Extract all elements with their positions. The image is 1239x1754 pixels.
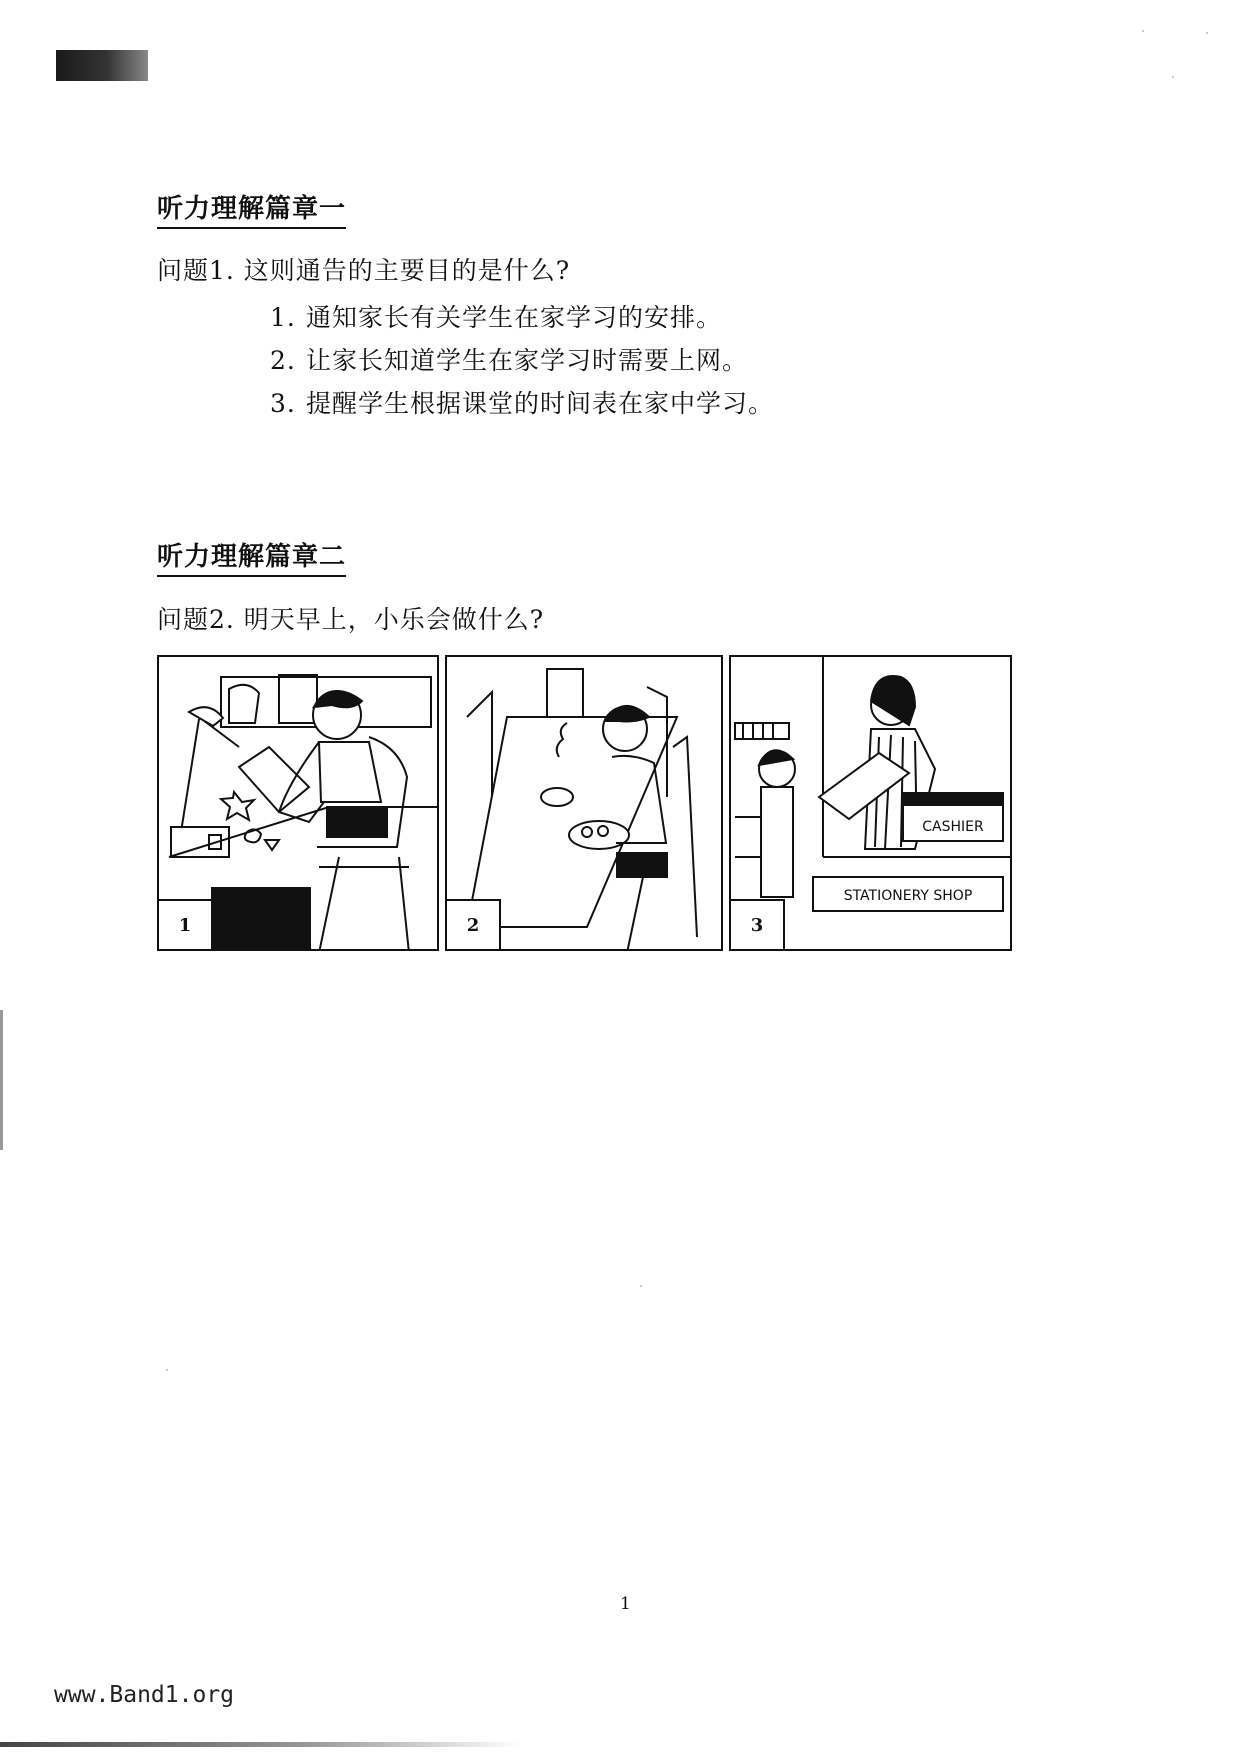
option-text: 通知家长有关学生在家学习的安排。 [306, 303, 723, 332]
panel-number: 1 [159, 899, 213, 949]
option-number: 1. [270, 303, 296, 332]
scan-bottom-edge [0, 1742, 520, 1747]
question-1-options [270, 296, 774, 425]
scan-speck [166, 1369, 168, 1371]
section-2-title: 听力理解篇章二 [157, 536, 346, 577]
scan-speck [1206, 32, 1208, 34]
option-3 [270, 382, 774, 425]
option-number: 3. [270, 389, 296, 418]
section-1-title: 听力理解篇章一 [157, 188, 346, 229]
panel-number: 2 [447, 899, 501, 949]
scan-speck [640, 1285, 642, 1287]
question-2: 问题2. 明天早上，小乐会做什么? [157, 605, 545, 634]
scan-left-edge [0, 1010, 3, 1150]
option-1 [270, 296, 774, 339]
cashier-label: CASHIER [922, 819, 984, 835]
site-watermark: www.Band1.org [54, 1682, 235, 1708]
question-1: 问题1. 这则通告的主要目的是什么? [157, 256, 571, 285]
scan-corner-mark [56, 50, 148, 81]
picture-options [157, 655, 1012, 955]
option-number: 2. [270, 346, 296, 375]
scan-speck [1142, 30, 1144, 32]
page-number: 1 [620, 1594, 631, 1614]
option-text: 提醒学生根据课堂的时间表在家中学习。 [306, 389, 775, 418]
option-2 [270, 339, 774, 382]
picture-panel-2 [445, 655, 723, 951]
panel-number: 3 [731, 899, 785, 949]
shop-sign: STATIONERY SHOP [843, 888, 973, 904]
picture-panel-3 [729, 655, 1012, 951]
scan-speck [1172, 76, 1174, 78]
picture-panel-1 [157, 655, 439, 951]
option-text: 让家长知道学生在家学习时需要上网。 [306, 346, 749, 375]
